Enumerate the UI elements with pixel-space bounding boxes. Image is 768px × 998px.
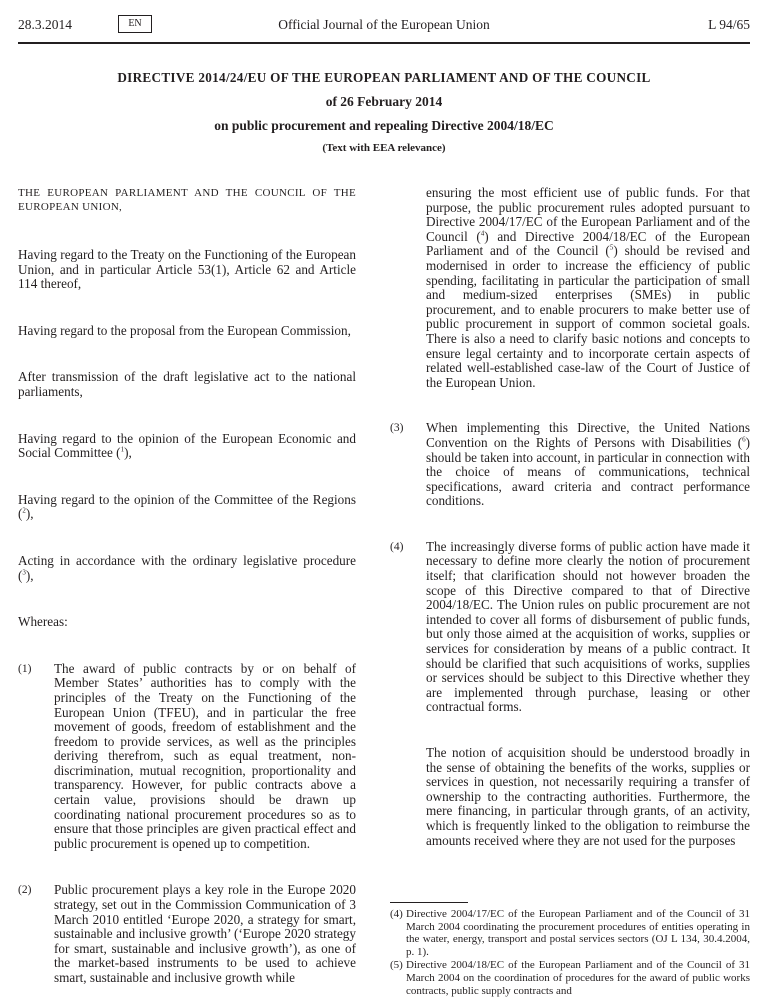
recital-4-paragraph-2: The notion of acquisition should be understood broadly in the sense of obtaining the benefits of the works, supplies or services in question, not necessarily requiring a transfer of ownership to the contracting authorities. Furthermore, the mere financing, in particular through grants, of an activity, which is frequently linked to the obligation to reimburse the amounts received where they are not used for the purposes — [426, 745, 750, 848]
footnote-ref-6[interactable]: 6 — [742, 435, 746, 444]
citation-national-parliaments: After transmission of the draft legislative act to the national parliaments, — [18, 369, 356, 399]
footnote-ref-4[interactable]: 4 — [480, 229, 485, 238]
footnote-ref-3[interactable]: 3 — [22, 568, 26, 577]
footnote-number: (4) — [390, 908, 403, 920]
directive-date: of 26 February 2014 — [325, 94, 443, 109]
footnote-number: (5) — [390, 959, 403, 972]
eea-relevance-note: (Text with EEA relevance) — [322, 142, 446, 154]
footnote-4 — [390, 908, 750, 958]
footnote-ref-1[interactable]: 1 — [120, 445, 125, 454]
document-title-block — [0, 70, 768, 154]
footnote-text: Directive 2004/17/EC of the European Parliament and of the Council of 31 March 2004 coordinating the procurement procedures of entities operating in the water, energy, transport and postal services sectors (OJ L 134, 30.4.2004, p. 1). — [406, 908, 750, 958]
directive-title: DIRECTIVE 2014/24/EU OF THE EUROPEAN PARLIAMENT AND OF THE COUNCIL — [117, 70, 651, 85]
citation-eesc-opinion: Having regard to the opinion of the European Economic and Social Committee ($^1$), — [18, 430, 356, 461]
recital-text: Public procurement plays a key role in the Europe 2020 strategy, set out in the Commission Communication of 3 March 2010 entitled ‘Europe 2020, a strategy for smart, sustainable and inclusive growth’ (‘Europe 2020 strategy for smart, sustainable and inclusive growth’), as one of the market-based instruments to be used to achieve smart, sustainable and inclusive growth while — [54, 882, 356, 985]
recital-text: The increasingly diverse forms of public action have made it necessary to define more clearly the notion of procurement itself; that clarification should not however broaden the scope of this Directive compared to that of Directive 2004/18/EC. The Union rules on public procurement are not intended to cover all forms of disbursement of public funds, but only those aimed at the acquisition of works, supplies or services for consideration by means of a public contract. It should be clarified that such acquisitions of works, supplies or services should be subject to this Directive whether they are implemented through purchase, leasing or other contractual forms. — [426, 538, 750, 715]
citation-commission-proposal: Having regard to the proposal from the European Commission, — [18, 322, 351, 338]
language-badge: EN — [118, 15, 152, 33]
recital-number: (2) — [18, 884, 32, 897]
directive-subject: on public procurement and repealing Directive 2004/18/EC — [214, 118, 554, 133]
footnote-ref-2[interactable]: 2 — [22, 506, 26, 515]
recital-number: (1) — [18, 662, 32, 675]
journal-header — [18, 14, 750, 36]
citation-treaty: Having regard to the Treaty on the Functioning of the European Union, and in particular Article 53(1), Article 62 and Article 114 thereof, — [18, 247, 356, 292]
preamble-intro: THE EUROPEAN PARLIAMENT AND THE COUNCIL OF THE EUROPEAN UNION, — [18, 187, 356, 213]
footnote-ref-5[interactable]: 5 — [609, 243, 614, 252]
footnotes — [390, 908, 750, 998]
left-column — [18, 186, 356, 986]
whereas-heading: Whereas: — [18, 614, 68, 630]
journal-title: Official Journal of the European Union — [278, 17, 490, 32]
recital-number: (3) — [390, 422, 404, 435]
recital-4 — [390, 540, 750, 715]
right-column — [390, 186, 750, 848]
citation-regions-opinion: Having regard to the opinion of the Committee of the Regions ($^2$), — [18, 491, 356, 522]
recital-number: (4) — [390, 540, 404, 553]
publication-date: 28.3.2014 — [18, 17, 72, 32]
recital-text: The award of public contracts by or on behalf of Member States’ authorities has to comply with the principles of the Treaty on the Functioning of the European Union (TFEU), and in particular the free movement of goods, freedom of establishment and the freedom to provide services, as well as the principles deriving therefrom, such as equal treatment, non-discrimination, mutual recognition, proportionality and transparency. However, for public contracts above a certain value, provisions should be drawn up coordinating national procurement procedures so as to ensure that those principles are given practical effect and public procurement is opened up to competition. — [54, 660, 356, 851]
recital-3: (3) When implementing this Directive, the United Nations Convention on the Rights of Persons with Disabilities ($^6$) should be taken into account, in particular in connection with the choice of means of communications, technical specifications, award criteria and contract performance conditions. — [390, 420, 750, 509]
recital-2 — [18, 883, 356, 985]
footnote-5 — [390, 959, 750, 997]
header-divider — [18, 42, 750, 44]
page-reference: L 94/65 — [708, 17, 750, 32]
recital-2-continuation: ensuring the most efficient use of public funds. For that purpose, the public procurement rules adopted pursuant to Directive 2004/17/EC of the European Parliament and of the Council ($^4$) and Directive 2004/18/EC of the European Parliament and of the Council ($^5$) should be revised and modernised in order to increase the efficiency of public spending, facilitating in particular the participation of small and medium-sized enterprises (SMEs) in public procurement, and to enable procurers to make better use of public procurement in support of common societal goals. There is also a need to clarify basic notions and concepts to ensure legal certainty and to incorporate certain aspects of related well-established case-law of the Court of Justice of the European Union. — [426, 185, 750, 390]
footnote-divider — [390, 902, 468, 903]
recital-1 — [18, 662, 356, 852]
footnote-text: Directive 2004/18/EC of the European Parliament and of the Council of 31 March 2004 on the coordination of procedures for the award of public works contracts, public supply contracts and — [406, 959, 750, 997]
citation-legislative-procedure: Acting in accordance with the ordinary legislative procedure ($^3$), — [18, 552, 356, 583]
